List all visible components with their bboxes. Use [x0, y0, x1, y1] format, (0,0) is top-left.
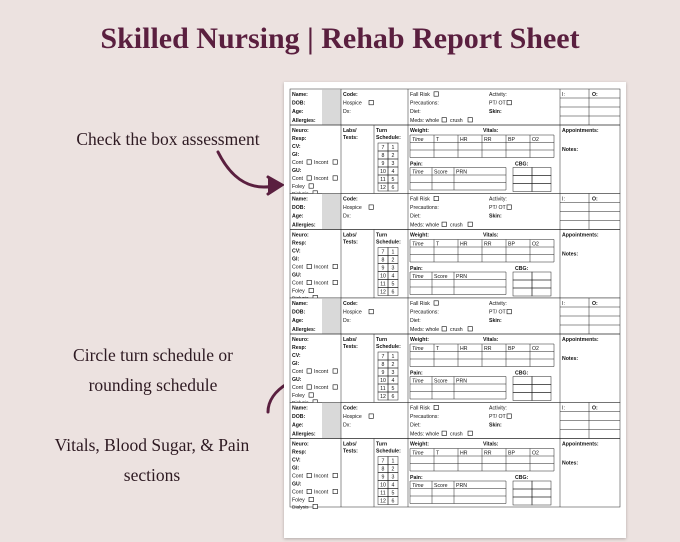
vitals-header: HR — [460, 241, 468, 248]
vitals-header: T — [436, 450, 440, 457]
shaded-cell — [322, 89, 341, 124]
turn-hour: 12 — [380, 498, 386, 505]
sheet-label: Cont — [292, 264, 303, 271]
sheet-label: Cont — [292, 176, 303, 182]
report-sheet — [284, 82, 626, 538]
vitals-header: HR — [460, 450, 468, 457]
sheet-label: CBG: — [515, 161, 529, 168]
sheet-label: Cont — [292, 473, 303, 480]
vitals-header: RR — [484, 136, 492, 143]
checkbox — [307, 160, 311, 164]
sheet-label: Schedule: — [376, 239, 401, 246]
annotation-vitals-line1: Vitals, Blood Sugar, & Pain — [54, 435, 250, 455]
vitals-header: T — [436, 241, 440, 248]
pain-header: PRN — [456, 169, 467, 176]
sheet-label: Turn — [376, 128, 388, 134]
sheet-label: Incont — [314, 369, 329, 375]
checkbox — [309, 393, 313, 397]
sheet-label: O: — [592, 196, 598, 203]
turn-hour: 2 — [391, 466, 395, 473]
sheet-label: GI: — [292, 361, 300, 367]
checkbox — [333, 264, 337, 268]
sheet-label: Age: — [292, 109, 304, 116]
turn-hour: 6 — [391, 394, 395, 400]
turn-hour: 12 — [380, 185, 386, 191]
turn-hour: 4 — [391, 169, 395, 175]
sheet-label: I: — [562, 92, 565, 98]
turn-hour: 12 — [380, 394, 386, 400]
turn-hour: 7 — [381, 354, 385, 360]
checkbox — [333, 385, 337, 389]
vitals-header: BP — [508, 136, 515, 143]
checkbox — [313, 504, 317, 508]
sheet-label: Tests: — [343, 135, 358, 141]
sheet-label: GU: — [292, 168, 302, 174]
turn-hour: 6 — [391, 185, 395, 191]
vitals-header: O2 — [532, 136, 539, 143]
sheet-label: Pain: — [410, 266, 423, 272]
turn-hour: 1 — [391, 249, 395, 256]
sheet-label: Fall Risk — [410, 92, 430, 98]
sheet-label: Dx: — [343, 422, 351, 429]
checkbox — [333, 473, 337, 477]
sheet-label: Precautions: — [410, 414, 439, 421]
vitals-header: RR — [484, 241, 492, 248]
checkbox — [309, 497, 313, 501]
sheet-label: Allergies: — [292, 326, 316, 333]
sheet-label: Weight: — [410, 441, 429, 448]
sheet-label: Pain: — [410, 475, 423, 481]
turn-hour: 5 — [391, 490, 395, 497]
patient-block — [290, 403, 620, 511]
sheet-label: Neuro: — [292, 337, 309, 343]
checkbox — [442, 327, 446, 331]
sheet-label: DOB: — [292, 100, 306, 107]
sheet-label: Fall Risk — [410, 301, 430, 307]
pain-header: Time — [412, 482, 424, 489]
turn-hour: 5 — [391, 281, 395, 288]
sheet-label: Meds: whole — [410, 222, 440, 229]
sheet-label: Resp: — [292, 449, 307, 456]
vitals-header: O2 — [532, 241, 539, 248]
sheet-label: Neuro: — [292, 441, 309, 448]
sheet-label: Diet: — [410, 422, 421, 429]
turn-hour: 7 — [381, 145, 385, 151]
sheet-label: GI: — [292, 152, 300, 158]
sheet-label: Code: — [343, 301, 358, 307]
checkbox — [369, 309, 373, 313]
sheet-label: CBG: — [515, 475, 529, 481]
sheet-label: Dialysis — [292, 505, 309, 511]
sheet-label: O: — [592, 405, 598, 412]
sheet-label: Code: — [343, 196, 358, 203]
sheet-label: Hospice — [343, 309, 362, 316]
sheet-label: Foley — [292, 288, 305, 295]
pain-header: Score — [434, 482, 448, 489]
sheet-label: Name: — [292, 301, 308, 307]
turn-hour: 3 — [391, 161, 395, 167]
checkbox — [442, 431, 446, 435]
sheet-label: Skin: — [489, 213, 502, 220]
annotation-check-box-text: Check the box assessment — [76, 129, 260, 149]
sheet-label: Schedule: — [376, 135, 401, 141]
turn-hour: 2 — [391, 153, 395, 159]
turn-hour: 3 — [391, 265, 395, 272]
checkbox — [507, 414, 511, 418]
turn-hour: 8 — [381, 257, 385, 264]
checkbox — [369, 205, 373, 209]
sheet-label: Activity: — [489, 196, 507, 203]
checkbox — [307, 385, 311, 389]
sheet-label: Turn — [376, 337, 388, 343]
sheet-label: Cont — [292, 489, 303, 496]
sheet-label: Weight: — [410, 337, 429, 343]
annotation-vitals-line2: sections — [123, 465, 181, 485]
turn-hour: 8 — [381, 362, 385, 368]
checkbox — [309, 184, 313, 188]
turn-hour: 6 — [391, 289, 395, 296]
vitals-header: Time — [412, 136, 424, 143]
sheet-label: Schedule: — [376, 448, 401, 455]
sheet-label: Weight: — [410, 128, 429, 134]
sheet-label: Diet: — [410, 318, 421, 325]
sheet-label: Tests: — [343, 448, 358, 455]
sheet-label: Meds: whole — [410, 326, 440, 333]
turn-hour: 8 — [381, 153, 385, 159]
checkbox — [369, 414, 373, 418]
vitals-header: RR — [484, 450, 492, 457]
vitals-header: O2 — [532, 345, 539, 352]
sheet-label: CV: — [292, 457, 301, 464]
patient-block — [290, 298, 620, 406]
sheet-label: Dx: — [343, 109, 351, 116]
sheet-label: Incont — [314, 473, 329, 480]
sheet-label: Turn — [376, 441, 388, 448]
sheet-label: Labs/ — [343, 441, 357, 448]
checkbox — [307, 176, 311, 180]
sheet-label: GI: — [292, 256, 300, 263]
sheet-label: Labs/ — [343, 128, 357, 134]
turn-hour: 5 — [391, 177, 395, 183]
checkbox — [434, 301, 438, 305]
sheet-label: Activity: — [489, 92, 507, 98]
annotation-circle-turn-line1: Circle turn schedule or — [73, 345, 233, 365]
turn-hour: 11 — [380, 386, 386, 392]
sheet-label: Weight: — [410, 232, 429, 239]
sheet-label: Incont — [314, 264, 329, 271]
sheet-label: Notes: — [562, 147, 579, 153]
sheet-label: Age: — [292, 213, 304, 220]
turn-hour: 5 — [391, 386, 395, 392]
turn-hour: 2 — [391, 362, 395, 368]
sheet-label: Appointments: — [562, 441, 599, 448]
turn-hour: 9 — [381, 474, 385, 481]
sheet-label: Notes: — [562, 251, 579, 258]
shaded-cell — [322, 194, 341, 229]
sheet-label: Skin: — [489, 109, 502, 116]
vitals-header: HR — [460, 136, 468, 143]
sheet-label: Cont — [292, 280, 303, 287]
turn-hour: 10 — [380, 169, 386, 175]
checkbox — [333, 280, 337, 284]
sheet-label: DOB: — [292, 414, 306, 421]
sheet-label: Hospice — [343, 414, 362, 421]
checkbox — [468, 327, 472, 331]
checkbox — [307, 264, 311, 268]
checkbox — [309, 288, 313, 292]
sheet-label: Dx: — [343, 213, 351, 220]
sheet-label: Age: — [292, 422, 304, 429]
turn-hour: 3 — [391, 370, 395, 376]
checkbox — [468, 431, 472, 435]
turn-hour: 2 — [391, 257, 395, 264]
page-title: Skilled Nursing | Rehab Report Sheet — [100, 22, 580, 55]
turn-hour: 1 — [391, 145, 395, 151]
sheet-label: crush — [450, 117, 463, 124]
shaded-cell — [322, 403, 341, 438]
turn-hour: 4 — [391, 482, 395, 489]
sheet-label: Pain: — [410, 370, 423, 377]
checkbox — [307, 473, 311, 477]
vitals-header: Time — [412, 450, 424, 457]
sheet-label: Allergies: — [292, 431, 316, 438]
turn-hour: 4 — [391, 273, 395, 280]
vitals-header: BP — [508, 450, 515, 457]
sheet-label: Name: — [292, 196, 308, 203]
checkbox — [333, 176, 337, 180]
sheet-label: Vitals: — [483, 441, 499, 448]
pain-header: PRN — [456, 482, 467, 489]
turn-hour: 11 — [380, 177, 386, 183]
sheet-label: Allergies: — [292, 117, 316, 124]
vitals-header: T — [436, 136, 440, 143]
checkbox — [307, 280, 311, 284]
turn-hour: 10 — [380, 378, 386, 384]
checkbox — [333, 160, 337, 164]
report-sheet-grid — [284, 82, 626, 538]
turn-hour: 4 — [391, 378, 395, 384]
checkbox — [307, 489, 311, 493]
turn-hour: 7 — [381, 249, 385, 256]
sheet-label: Diet: — [410, 213, 421, 220]
turn-hour: 8 — [381, 466, 385, 473]
sheet-label: Schedule: — [376, 344, 401, 350]
turn-hour: 11 — [380, 281, 386, 288]
sheet-label: Notes: — [562, 460, 579, 467]
turn-hour: 9 — [381, 161, 385, 167]
checkbox — [434, 92, 438, 96]
sheet-label: Resp: — [292, 240, 307, 247]
sheet-label: Neuro: — [292, 232, 309, 239]
checkbox — [442, 222, 446, 226]
sheet-label: CBG: — [515, 370, 529, 377]
checkbox — [507, 100, 511, 104]
checkbox — [434, 196, 438, 200]
vitals-header: O2 — [532, 450, 539, 457]
checkbox — [333, 369, 337, 373]
checkbox — [468, 222, 472, 226]
sheet-label: Neuro: — [292, 128, 309, 134]
vitals-header: Time — [412, 241, 424, 248]
sheet-label: Appointments: — [562, 337, 599, 343]
sheet-label: Allergies: — [292, 222, 316, 229]
sheet-label: Incont — [314, 280, 329, 287]
pain-header: Time — [412, 273, 424, 280]
sheet-label: Cont — [292, 160, 303, 166]
checkbox — [333, 489, 337, 493]
arrow-to-checkboxes — [218, 152, 282, 194]
turn-hour: 10 — [380, 273, 386, 280]
sheet-label: Code: — [343, 92, 358, 98]
vitals-header: RR — [484, 345, 492, 352]
sheet-label: Fall Risk — [410, 196, 430, 203]
sheet-label: Hospice — [343, 100, 362, 107]
turn-hour: 3 — [391, 474, 395, 481]
sheet-label: O: — [592, 92, 598, 98]
sheet-label: Name: — [292, 405, 308, 412]
sheet-label: Appointments: — [562, 128, 599, 134]
sheet-label: Cont — [292, 385, 303, 391]
sheet-label: GU: — [292, 272, 302, 279]
sheet-label: Labs/ — [343, 337, 357, 343]
turn-hour: 6 — [391, 498, 395, 505]
sheet-label: Code: — [343, 405, 358, 412]
turn-hour: 10 — [380, 482, 386, 489]
sheet-label: Precautions: — [410, 309, 439, 316]
sheet-label: Turn — [376, 232, 388, 239]
sheet-label: Meds: whole — [410, 117, 440, 124]
sheet-label: Incont — [314, 385, 329, 391]
sheet-label: DOB: — [292, 309, 306, 316]
sheet-label: Resp: — [292, 136, 307, 142]
sheet-label: CBG: — [515, 266, 529, 272]
sheet-label: PT/ OT — [489, 309, 506, 316]
turn-hour: 11 — [380, 490, 386, 497]
sheet-label: Incont — [314, 160, 329, 166]
turn-hour: 9 — [381, 265, 385, 272]
patient-block — [290, 194, 620, 302]
sheet-label: Precautions: — [410, 100, 439, 107]
sheet-label: Tests: — [343, 344, 358, 350]
checkbox — [507, 309, 511, 313]
sheet-label: Activity: — [489, 301, 507, 307]
sheet-label: GU: — [292, 377, 302, 383]
checkbox — [307, 369, 311, 373]
sheet-label: I: — [562, 196, 565, 203]
sheet-label: GU: — [292, 481, 302, 488]
sheet-label: Foley — [292, 393, 305, 399]
checkbox — [442, 118, 446, 122]
sheet-label: Skin: — [489, 318, 502, 325]
sheet-label: GI: — [292, 465, 300, 472]
sheet-label: DOB: — [292, 205, 306, 212]
patient-block — [290, 89, 620, 197]
sheet-label: Foley — [292, 184, 305, 190]
sheet-label: crush — [450, 431, 463, 438]
sheet-label: Fall Risk — [410, 405, 430, 412]
sheet-label: Notes: — [562, 356, 579, 362]
shaded-cell — [322, 298, 341, 333]
vitals-header: HR — [460, 345, 468, 352]
checkbox — [369, 100, 373, 104]
sheet-label: Dx: — [343, 318, 351, 325]
sheet-label: crush — [450, 222, 463, 229]
sheet-label: Foley — [292, 497, 305, 504]
checkbox — [468, 118, 472, 122]
pain-header: Time — [412, 378, 424, 385]
turn-hour: 7 — [381, 458, 385, 465]
vitals-header: BP — [508, 241, 515, 248]
checkbox — [507, 205, 511, 209]
sheet-label: Vitals: — [483, 337, 499, 343]
sheet-label: Appointments: — [562, 232, 599, 239]
sheet-label: Labs/ — [343, 232, 357, 239]
turn-hour: 9 — [381, 370, 385, 376]
sheet-label: Resp: — [292, 345, 307, 351]
annotation-circle-turn-line2: rounding schedule — [88, 375, 218, 395]
sheet-label: PT/ OT — [489, 100, 506, 107]
sheet-label: Incont — [314, 176, 329, 182]
sheet-label: PT/ OT — [489, 414, 506, 421]
sheet-label: PT/ OT — [489, 205, 506, 212]
sheet-label: crush — [450, 326, 463, 333]
vitals-header: T — [436, 345, 440, 352]
turn-hour: 1 — [391, 458, 395, 465]
sheet-label: Activity: — [489, 405, 507, 412]
sheet-label: Diet: — [410, 109, 421, 116]
checkbox — [434, 405, 438, 409]
pain-header: Score — [434, 273, 448, 280]
sheet-label: I: — [562, 301, 565, 307]
sheet-label: CV: — [292, 144, 301, 150]
sheet-label: Tests: — [343, 239, 358, 246]
pain-header: PRN — [456, 273, 467, 280]
sheet-label: Cont — [292, 369, 303, 375]
sheet-label: Skin: — [489, 422, 502, 429]
pain-header: PRN — [456, 378, 467, 385]
sheet-label: Hospice — [343, 205, 362, 212]
sheet-label: Age: — [292, 318, 304, 325]
pain-header: Score — [434, 169, 448, 176]
sheet-label: O: — [592, 301, 598, 307]
sheet-label: Vitals: — [483, 128, 499, 134]
turn-hour: 1 — [391, 354, 395, 360]
pain-header: Time — [412, 169, 424, 176]
sheet-label: Vitals: — [483, 232, 499, 239]
turn-hour: 12 — [380, 289, 386, 296]
sheet-label: Precautions: — [410, 205, 439, 212]
sheet-label: CV: — [292, 248, 301, 255]
pain-header: Score — [434, 378, 448, 385]
sheet-label: I: — [562, 405, 565, 412]
sheet-label: Meds: whole — [410, 431, 440, 438]
sheet-label: Name: — [292, 92, 308, 98]
vitals-header: Time — [412, 345, 424, 352]
sheet-label: Incont — [314, 489, 329, 496]
sheet-label: CV: — [292, 353, 301, 359]
sheet-label: Pain: — [410, 161, 423, 168]
vitals-header: BP — [508, 345, 515, 352]
